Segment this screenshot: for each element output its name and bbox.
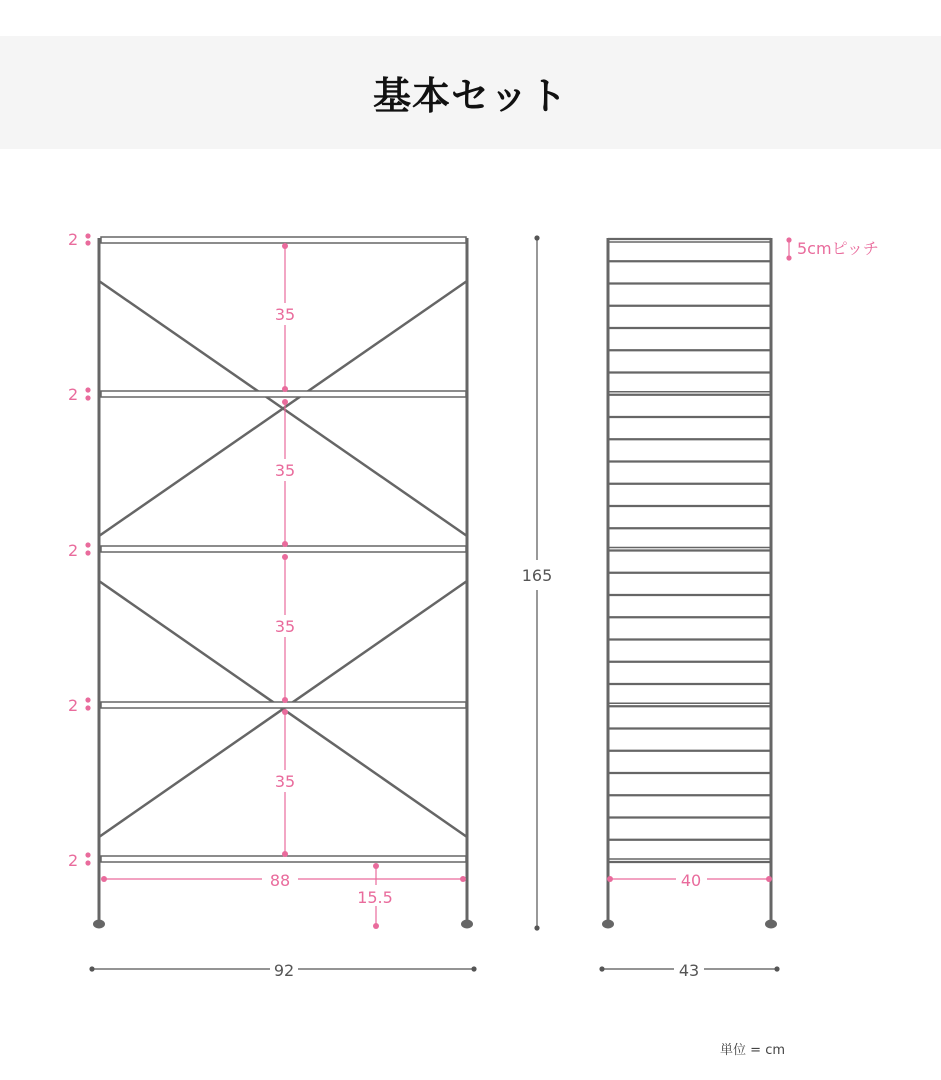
clearance-dimension bbox=[357, 863, 393, 929]
side-back-foot bbox=[765, 920, 777, 929]
front-right-foot bbox=[461, 920, 473, 929]
outer-depth-dimension bbox=[599, 961, 779, 980]
shelf-gap-label-2: 2 bbox=[68, 541, 79, 560]
outer-width-label: 92 bbox=[273, 961, 295, 980]
top-gap-label: 2 bbox=[68, 230, 79, 249]
page-title: 基本セット bbox=[372, 74, 568, 118]
pitch-marker bbox=[786, 237, 879, 260]
spacing-dot bbox=[282, 541, 288, 547]
spacing-dot bbox=[282, 697, 288, 703]
shelf-gap-label-1: 2 bbox=[68, 385, 79, 404]
spacing-dot bbox=[282, 851, 288, 857]
front-shelf-2 bbox=[101, 391, 466, 397]
spacing-dot bbox=[282, 709, 288, 715]
spacing-dot bbox=[282, 554, 288, 560]
spacing-label-1: 35 bbox=[274, 305, 296, 324]
pitch-label: 5cmピッチ bbox=[797, 239, 879, 258]
inner-width-dimension bbox=[101, 870, 466, 890]
front-left-foot bbox=[93, 920, 105, 929]
inner-depth-label: 40 bbox=[680, 871, 702, 890]
inner-width-label: 88 bbox=[269, 871, 291, 890]
spacing-dot bbox=[282, 386, 288, 392]
outer-width-dimension bbox=[89, 961, 476, 980]
height-dimension bbox=[522, 235, 553, 930]
inner-depth-dimension bbox=[607, 871, 772, 890]
front-view bbox=[93, 237, 473, 929]
clearance-label: 15.5 bbox=[357, 888, 393, 907]
front-shelf-1 bbox=[101, 237, 466, 243]
side-view bbox=[602, 238, 777, 929]
spacing-dot bbox=[282, 243, 288, 249]
shelf-thickness-markers bbox=[68, 230, 91, 870]
spacing-label-3: 35 bbox=[274, 617, 296, 636]
spacing-dot bbox=[282, 399, 288, 405]
outer-depth-label: 43 bbox=[678, 961, 700, 980]
bottom-gap-label: 2 bbox=[68, 851, 79, 870]
spacing-label-4: 35 bbox=[274, 772, 296, 791]
front-shelf-3 bbox=[101, 546, 466, 552]
side-front-foot bbox=[602, 920, 614, 929]
height-label: 165 bbox=[521, 566, 553, 585]
unit-note: 単位 = cm bbox=[720, 1043, 785, 1058]
shelf-gap-label-3: 2 bbox=[68, 696, 79, 715]
front-shelf-5 bbox=[101, 856, 466, 862]
front-shelf-4 bbox=[101, 702, 466, 708]
spacing-label-2: 35 bbox=[274, 461, 296, 480]
